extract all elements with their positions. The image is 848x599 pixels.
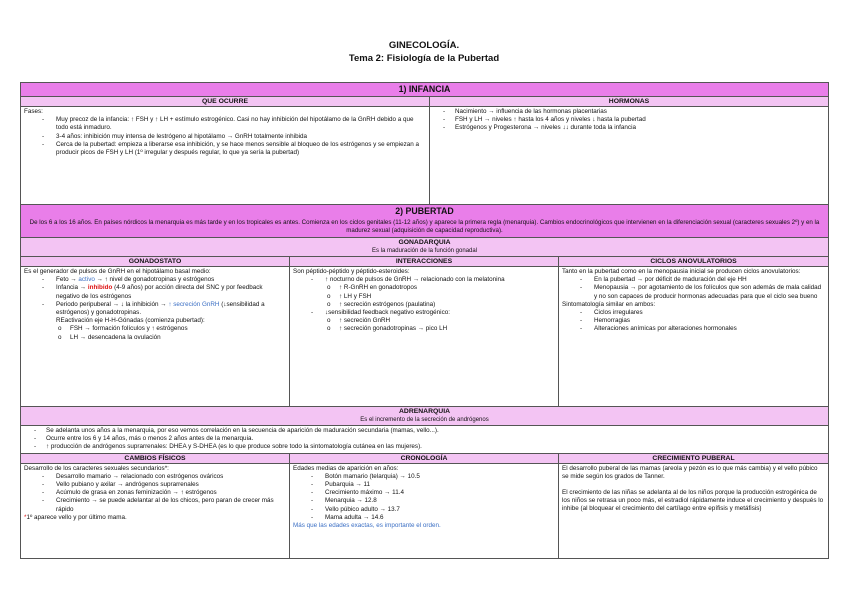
list-item: - ↑ nocturno de pulsos de GnRH → relacionado con la melatonina	[293, 276, 555, 284]
note-star: *	[24, 513, 27, 521]
list-item: o ↑ secreción gonadotropinas → pico LH	[293, 325, 555, 333]
adrenarquia-title: ADRENARQUIA	[399, 408, 450, 415]
interacciones-heading: INTERACCIONES	[290, 257, 559, 267]
sintomas-list	[562, 309, 825, 334]
ciclos-list	[562, 276, 825, 301]
cronologia-list	[293, 473, 555, 522]
list-item: - Alteraciones anímicas por alteraciones hormonales	[562, 325, 825, 333]
cambios-intro: Desarrollo de los caracteres sexuales secundarios*:	[24, 464, 169, 472]
list-item: - Nacimiento → influencia de las hormonas placentarias	[433, 108, 825, 116]
periodo-prefix: Periodo peripuberal → ↓ la inhibición →	[56, 300, 169, 308]
list-item: o ↑ R-GnRH en gonadotropos	[293, 284, 555, 292]
list-item: - Menopausia → por agotamiento de los folículos que son además de mala calidad y no son capaces de producir hormonas adecuadas para que el ciclo sea bueno	[562, 284, 825, 300]
fases-label: Fases:	[24, 108, 43, 115]
cronologia-footnote: Más que las edades exactas, es importante el orden.	[293, 522, 441, 530]
ciclos-heading: CICLOS ANOVULATORIOS	[559, 257, 829, 267]
list-item: - Ciclos irregulares	[562, 309, 825, 317]
infancia-prefix: Infancia →	[56, 284, 88, 292]
list-item: - Vello púbico adulto → 13.7	[293, 506, 555, 514]
paragraph-spacer	[562, 481, 825, 489]
infancia-table	[20, 82, 829, 214]
list-item: - Acúmulo de grasa en zonas feminización → ↑ estrógenos	[24, 489, 286, 497]
crecimiento-p1: El desarrollo puberal de las mamas (areola y pezón es lo que más cambia) y el vello púbico se mide según los grados de Tanner.	[562, 464, 818, 480]
note-text: 1º aparece vello y por último mama.	[26, 513, 127, 521]
feto-suffix: → ↑ nivel de gonadotropinas y estrógenos	[94, 276, 215, 284]
list-item: - Se adelanta unos años a la menarquia, por eso vemos correlación en la secuencia de aparición de maduración secundaria (mamas, vello...).	[24, 427, 825, 435]
cambios-heading: CAMBIOS FÍSICOS	[21, 453, 290, 463]
list-item: o ↑ secreción GnRH	[293, 317, 555, 325]
list-item: - Estrógenos y Progesterona → niveles ↓↓ durante toda la infancia	[433, 124, 825, 132]
fases-list	[24, 116, 426, 157]
list-item: - ↓sensibilidad feedback negativo estrogénico:	[293, 309, 555, 317]
document-subtitle: Tema 2: Fisiología de la Pubertad	[348, 53, 500, 64]
list-item: - 3-4 años: inhibición muy intensa de lestrógeno al hipotálamo → GnRH totalmente inhibida	[24, 133, 426, 141]
list-item: o ↑ LH y FSH	[293, 293, 555, 301]
adrenarquia-list	[24, 427, 825, 452]
list-item: - Botón mamario (telarquia) → 10.5	[293, 473, 555, 481]
que-ocurre-heading: QUE OCURRE	[21, 97, 430, 107]
que-ocurre-cell	[21, 107, 430, 214]
list-item: - FSH y LH → niveles ↑ hasta los 4 años y niveles ↓ hasta la pubertad	[433, 116, 825, 124]
infancia-suffix: (4-9 años) por acción directa del SNC y por feedback negativo de los estrógenos	[56, 284, 263, 300]
interacciones-cell	[290, 267, 559, 407]
list-item: - Mama adulta → 14.6	[293, 514, 555, 522]
list-item	[24, 284, 286, 300]
interacciones-intro: Son péptido-péptido y péptido-esteroides:	[293, 268, 410, 275]
gonadostato-list	[24, 276, 286, 342]
list-item: - Crecimiento máximo → 11.4	[293, 489, 555, 497]
hormonas-cell	[430, 107, 829, 214]
adrenarquia-subtitle: Es el incremento de la secreción de andrógenos	[360, 417, 489, 423]
list-item: - Muy precoz de la infancia: ↑ FSH y ↑ LH + estímulo estrogénico. Casi no hay inhibición del hipotálamo de la GnRH debido a que todo está inmaduro.	[24, 116, 426, 132]
gonadostato-intro: Es el generador de pulsos de GnRH en el hipotálamo basal medio:	[24, 268, 211, 275]
periodo-suffix: (↓sensibilidad a estrógenos) y gonadotropinas.	[56, 300, 265, 317]
pubertad-heading: 2) PUBERTAD	[21, 205, 829, 219]
interacciones-list	[293, 276, 555, 333]
gonadostato-heading: GONADOSTATO	[21, 257, 290, 267]
infancia-heading: 1) INFANCIA	[21, 83, 829, 97]
cronologia-intro: Edades medias de aparición en años:	[293, 464, 399, 472]
crecimiento-heading: CRECIMIENTO PUBERAL	[559, 453, 829, 463]
gonadarquia-subtitle: Es la maduración de la función gonadal	[371, 248, 478, 254]
list-item: - Vello pubiano y axilar → andrógenos suprarrenales	[24, 481, 286, 489]
list-item: - En la pubertad → por déficit de maduración del eje HH	[562, 276, 825, 284]
infancia-inhibido: inhibido	[87, 284, 113, 292]
sintomas-label: Sintomatología similar en ambos:	[562, 300, 656, 308]
ciclos-intro: Tanto en la pubertad como en la menopausia inicial se producen ciclos anovulatorios:	[562, 268, 801, 275]
cambios-list	[24, 473, 286, 514]
cronologia-cell	[290, 463, 559, 558]
hormonas-list	[433, 108, 825, 133]
cronologia-heading: CRONOLOGÍA	[290, 453, 559, 463]
list-item: o LH → desencadena la ovulación	[24, 334, 286, 342]
ciclos-cell	[559, 267, 829, 407]
crecimiento-p2: El crecimiento de las niñas se adelanta al de los niños porque la producción estrogénica de los niños se retrasa un poco más, el estradiol rápidamente induce el crecimiento y después lo inhibe (al bloquear el crecimiento del cartílago entre epífisis y metáfisis)	[562, 489, 824, 513]
list-item: - ↑ producción de andrógenos suprarrenales: DHEA y S-DHEA (es lo que produce sobre todo la sintomatología cutánea en las mujeres).	[24, 443, 825, 451]
list-item: - Desarrollo mamario → relacionado con estrógenos ováricos	[24, 473, 286, 481]
list-item	[24, 276, 286, 284]
pubertad-intro: De los 6 a los 16 años. En países nórdicos la menarquia es más tarde y en los tropicales es antes. Comienza en los ciclos genitales (11-12 años) y aparece la primera regla (menarquia). Cambios endocrinológicos que intervienen en la diferenciación sexual (caracteres sexuales 2º) y en la madurez sexual (adquisición de capacidad reproductiva).	[21, 218, 829, 238]
list-item: - Crecimiento → se puede adelantar al de los chicos, pero paran de crecer más rápido	[24, 497, 286, 513]
list-item: - Pubarquia → 11	[293, 481, 555, 489]
adrenarquia-heading	[21, 407, 829, 426]
list-item: - Hemorragias	[562, 317, 825, 325]
reactivacion-label: REactivación eje H-H-Gónadas (comienza pubertad):	[56, 317, 205, 325]
adrenarquia-cell	[21, 426, 829, 454]
feto-prefix: Feto →	[56, 276, 79, 284]
list-item: - Menarquia → 12.8	[293, 497, 555, 505]
gonadostato-cell	[21, 267, 290, 407]
list-item	[24, 301, 286, 317]
gonadarquia-title: GONADARQUIA	[398, 239, 451, 246]
list-item: o ↑ secreción estrógenos (paulatina)	[293, 301, 555, 309]
crecimiento-cell	[559, 463, 829, 558]
pubertad-table	[20, 204, 829, 559]
list-item: o FSH → formación folículos y ↑ estrógenos	[24, 325, 286, 333]
gonadarquia-heading	[21, 238, 829, 257]
list-item: - Ocurre entre los 6 y 14 años, más o menos 2 años antes de la menarquia.	[24, 435, 825, 443]
periodo-blue: ↑ secreción GnRH	[168, 300, 220, 308]
feto-activo: activo	[78, 276, 95, 284]
list-item: - Cerca de la pubertad: empieza a liberarse esa inhibición, y se hace menos sensible al bloqueo de los estrógenos y se empiezan a producir picos de FSH y LH (1º irregular y después regular, lo que ya sería la pubertad)	[24, 141, 426, 157]
document-title: GINECOLOGÍA.	[388, 40, 460, 51]
cambios-cell	[21, 463, 290, 558]
cambios-note	[24, 514, 286, 522]
hormonas-heading: HORMONAS	[430, 97, 829, 107]
